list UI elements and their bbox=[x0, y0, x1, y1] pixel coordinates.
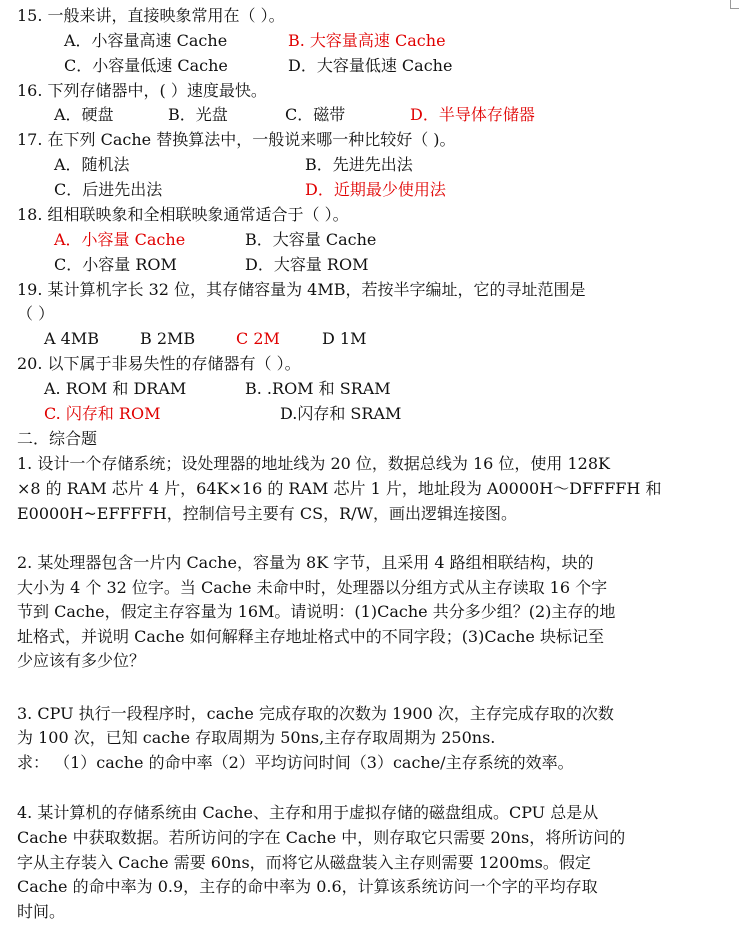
q20-option-b: B. .ROM 和 SRAM bbox=[245, 379, 391, 398]
q18-option-c: C．小容量 ROM bbox=[54, 255, 177, 274]
q18-stem: 18. 组相联映象和全相联映象通常适合于（ ）。 bbox=[17, 205, 349, 224]
q15-option-a: A．小容量高速 Cache bbox=[64, 31, 228, 50]
problem-1-line-3: E0000H~EFFFFH，控制信号主要有 CS，R/W，画出逻辑连接图。 bbox=[17, 504, 517, 523]
problem-4-line-4: Cache 的命中率为 0.9，主存的命中率为 0.6，计算该系统访问一个字的平均存取 bbox=[17, 877, 598, 896]
q19-option-c-answer: C 2M bbox=[236, 329, 280, 348]
problem-4-line-2: Cache 中获取数据。若所访问的字在 Cache 中，则存取它只需要 20ns，将所访问的 bbox=[17, 828, 626, 847]
q20-option-c-answer: C. 闪存和 ROM bbox=[44, 404, 161, 423]
q17-stem: 17. 在下列 Cache 替换算法中，一般说来哪一种比较好（ )。 bbox=[17, 130, 456, 149]
problem-2-line-2: 大小为 4 个 32 位字。当 Cache 未命中时，处理器以分组方式从主存读取 16 个字 bbox=[17, 578, 608, 597]
q18-option-b: B．大容量 Cache bbox=[245, 230, 377, 249]
q20-stem: 20. 以下属于非易失性的存储器有（ ）。 bbox=[17, 354, 301, 373]
section-heading: 二．综合题 bbox=[17, 429, 98, 448]
q18-option-d: D．大容量 ROM bbox=[245, 255, 369, 274]
q15-option-d: D．大容量低速 Cache bbox=[288, 56, 453, 75]
q16-option-d-answer: D．半导体存储器 bbox=[410, 105, 535, 124]
problem-2-line-4: 址格式，并说明 Cache 如何解释主存地址格式中的不同字段；(3)Cache 块标记至 bbox=[17, 627, 604, 646]
problem-2-line-5: 少应该有多少位？ bbox=[17, 651, 146, 670]
q19-stem: 19. 某计算机字长 32 位，其存储容量为 4MB，若按半字编址，它的寻址范围是 bbox=[17, 280, 586, 299]
q19-stem-cont: （ ） bbox=[17, 304, 55, 323]
q19-option-d: D 1M bbox=[322, 329, 367, 348]
problem-1-line-1: 1. 设计一个存储系统；设处理器的地址线为 20 位，数据总线为 16 位，使用 128K bbox=[17, 454, 610, 473]
q15-option-c: C．小容量低速 Cache bbox=[64, 56, 228, 75]
q17-option-b: B．先进先出法 bbox=[305, 155, 413, 174]
q15-option-b-answer: B. 大容量高速 Cache bbox=[288, 31, 446, 50]
problem-4-line-5: 时间。 bbox=[17, 902, 66, 921]
problem-3-line-1: 3. CPU 执行一段程序时，cache 完成存取的次数为 1900 次，主存完成存取的次数 bbox=[17, 704, 614, 723]
q18-option-a-answer: A．小容量 Cache bbox=[54, 230, 186, 249]
q15-stem: 15. 一般来讲，直接映象常用在（ ）。 bbox=[17, 6, 285, 25]
q16-option-b: B．光盘 bbox=[168, 105, 228, 124]
page-corner-mark bbox=[730, 0, 739, 9]
q20-option-d: D.闪存和 SRAM bbox=[280, 404, 402, 423]
problem-4-line-1: 4. 某计算机的存储系统由 Cache、主存和用于虚拟存储的磁盘组成。CPU 总是从 bbox=[17, 803, 599, 822]
problem-3-line-2: 为 100 次，已知 cache 存取周期为 50ns,主存存取周期为 250ns. bbox=[17, 728, 496, 747]
q16-stem: 16. 下列存储器中，( ）速度最快。 bbox=[17, 81, 267, 100]
q16-option-a: A．硬盘 bbox=[54, 105, 114, 124]
problem-4-line-3: 字从主存装入 Cache 需要 60ns，而将它从磁盘装入主存则需要 1200ms。假定 bbox=[17, 853, 591, 872]
q20-option-a: A. ROM 和 DRAM bbox=[44, 379, 187, 398]
q16-option-c: C．磁带 bbox=[285, 105, 346, 124]
problem-2-line-1: 2. 某处理器包含一片内 Cache，容量为 8K 字节，且采用 4 路组相联结构，块的 bbox=[17, 553, 594, 572]
q19-option-a: A 4MB bbox=[44, 329, 99, 348]
q17-option-d-answer: D．近期最少使用法 bbox=[305, 180, 446, 199]
q17-option-c: C．后进先出法 bbox=[54, 180, 163, 199]
q19-option-b: B 2MB bbox=[140, 329, 196, 348]
q17-option-a: A．随机法 bbox=[54, 155, 130, 174]
problem-2-line-3: 节到 Cache，假定主存容量为 16M。请说明：(1)Cache 共分多少组？(2)主存的地 bbox=[17, 602, 616, 621]
problem-3-line-3: 求： （1）cache 的命中率（2）平均访问时间（3）cache/主存系统的效率。 bbox=[17, 753, 574, 772]
problem-1-line-2: ×8 的 RAM 芯片 4 片，64K×16 的 RAM 芯片 1 片，地址段为 A0000H～DFFFFH 和 bbox=[17, 479, 662, 498]
